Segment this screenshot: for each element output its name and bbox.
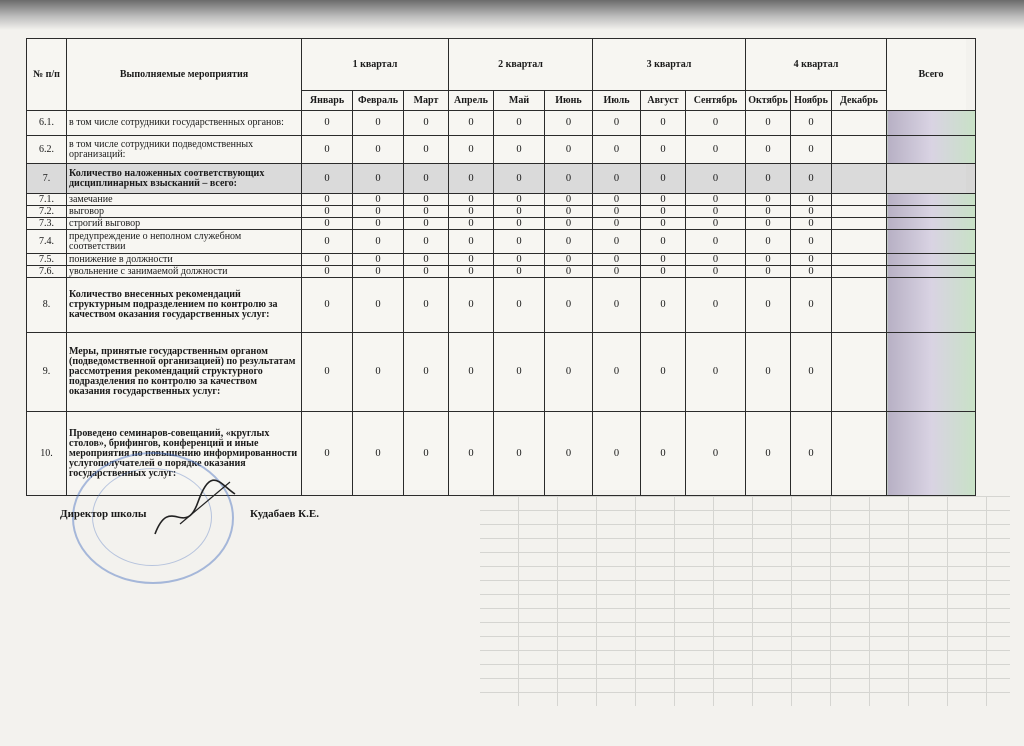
total-cell <box>887 333 976 412</box>
month-value: 0 <box>404 111 449 136</box>
month-value: 0 <box>353 230 404 254</box>
table-row <box>27 218 976 230</box>
month-value <box>832 206 887 218</box>
header-quarter-4: 4 квартал <box>746 39 887 91</box>
month-value: 0 <box>404 164 449 194</box>
month-value: 0 <box>791 266 832 278</box>
month-value: 0 <box>494 218 545 230</box>
month-value: 0 <box>791 164 832 194</box>
month-value: 0 <box>494 254 545 266</box>
month-value: 0 <box>791 111 832 136</box>
month-value: 0 <box>494 164 545 194</box>
month-value: 0 <box>545 230 593 254</box>
month-value: 0 <box>593 164 641 194</box>
signature <box>150 474 240 544</box>
month-value <box>832 218 887 230</box>
month-value: 0 <box>791 254 832 266</box>
total-cell <box>887 278 976 333</box>
row-label: в том числе сотрудники государственных органов: <box>67 111 302 136</box>
month-value <box>832 136 887 164</box>
total-cell <box>887 164 976 194</box>
month-value: 0 <box>593 194 641 206</box>
row-number: 7.3. <box>27 218 67 230</box>
month-value: 0 <box>746 254 791 266</box>
month-value: 0 <box>746 218 791 230</box>
month-value: 0 <box>686 333 746 412</box>
month-value: 0 <box>302 254 353 266</box>
total-cell <box>887 194 976 206</box>
row-number: 10. <box>27 412 67 496</box>
month-value: 0 <box>449 206 494 218</box>
month-value: 0 <box>302 111 353 136</box>
total-cell <box>887 136 976 164</box>
month-value: 0 <box>641 136 686 164</box>
month-value <box>832 278 887 333</box>
total-cell <box>887 254 976 266</box>
row-number: 7.4. <box>27 230 67 254</box>
table-row <box>27 278 976 333</box>
row-number: 7.5. <box>27 254 67 266</box>
month-value: 0 <box>641 230 686 254</box>
director-name: Кудабаев К.Е. <box>250 508 319 520</box>
table-row <box>27 333 976 412</box>
month-value: 0 <box>545 254 593 266</box>
month-value: 0 <box>791 412 832 496</box>
report-table <box>26 38 976 496</box>
month-value: 0 <box>404 254 449 266</box>
month-value: 0 <box>593 136 641 164</box>
month-value: 0 <box>791 194 832 206</box>
month-value: 0 <box>404 194 449 206</box>
month-value: 0 <box>353 194 404 206</box>
row-label: Количество наложенных соответствующих дисциплинарных взысканий – всего: <box>67 164 302 194</box>
header-quarter-1: 1 квартал <box>302 39 449 91</box>
month-value: 0 <box>641 333 686 412</box>
director-label: Директор школы <box>60 508 147 520</box>
month-value: 0 <box>746 164 791 194</box>
month-value: 0 <box>746 278 791 333</box>
table-row <box>27 164 976 194</box>
month-value: 0 <box>641 218 686 230</box>
month-value: 0 <box>746 111 791 136</box>
month-value: 0 <box>302 333 353 412</box>
month-value: 0 <box>404 218 449 230</box>
month-value: 0 <box>791 206 832 218</box>
month-value: 0 <box>404 266 449 278</box>
total-cell <box>887 206 976 218</box>
month-value <box>832 333 887 412</box>
month-value: 0 <box>686 230 746 254</box>
month-value: 0 <box>302 164 353 194</box>
month-value: 0 <box>791 278 832 333</box>
month-value: 0 <box>494 266 545 278</box>
header-month: Январь <box>302 91 353 111</box>
header-month: Март <box>404 91 449 111</box>
table-row <box>27 266 976 278</box>
month-value: 0 <box>353 164 404 194</box>
month-value: 0 <box>404 230 449 254</box>
month-value: 0 <box>449 278 494 333</box>
header-month: Июль <box>593 91 641 111</box>
month-value: 0 <box>404 206 449 218</box>
month-value: 0 <box>686 111 746 136</box>
header-month: Ноябрь <box>791 91 832 111</box>
month-value: 0 <box>404 412 449 496</box>
row-number: 8. <box>27 278 67 333</box>
month-value: 0 <box>686 206 746 218</box>
row-label: понижение в должности <box>67 254 302 266</box>
header-num: № п/п <box>27 39 67 111</box>
month-value: 0 <box>404 136 449 164</box>
total-cell <box>887 266 976 278</box>
month-value <box>832 164 887 194</box>
month-value: 0 <box>746 194 791 206</box>
month-value: 0 <box>353 111 404 136</box>
bleed-through-table <box>480 496 1010 706</box>
month-value: 0 <box>449 218 494 230</box>
month-value: 0 <box>593 230 641 254</box>
month-value: 0 <box>641 111 686 136</box>
month-value: 0 <box>641 278 686 333</box>
month-value: 0 <box>746 230 791 254</box>
month-value: 0 <box>686 254 746 266</box>
month-value: 0 <box>791 230 832 254</box>
month-value: 0 <box>791 333 832 412</box>
month-value: 0 <box>686 266 746 278</box>
month-value: 0 <box>593 412 641 496</box>
row-label: замечание <box>67 194 302 206</box>
month-value: 0 <box>353 278 404 333</box>
month-value <box>832 266 887 278</box>
month-value: 0 <box>404 278 449 333</box>
month-value: 0 <box>545 111 593 136</box>
month-value: 0 <box>353 254 404 266</box>
row-number: 6.2. <box>27 136 67 164</box>
month-value: 0 <box>545 278 593 333</box>
month-value: 0 <box>686 164 746 194</box>
row-label: строгий выговор <box>67 218 302 230</box>
month-value: 0 <box>593 333 641 412</box>
month-value: 0 <box>494 194 545 206</box>
month-value: 0 <box>641 412 686 496</box>
month-value: 0 <box>746 412 791 496</box>
table-row <box>27 206 976 218</box>
month-value: 0 <box>449 333 494 412</box>
month-value: 0 <box>641 254 686 266</box>
total-cell <box>887 230 976 254</box>
table-row <box>27 111 976 136</box>
row-number: 7.6. <box>27 266 67 278</box>
total-cell <box>887 218 976 230</box>
month-value: 0 <box>545 136 593 164</box>
month-value: 0 <box>545 164 593 194</box>
month-value: 0 <box>593 218 641 230</box>
month-value: 0 <box>686 218 746 230</box>
row-number: 6.1. <box>27 111 67 136</box>
total-cell <box>887 412 976 496</box>
header-month: Апрель <box>449 91 494 111</box>
header-month: Август <box>641 91 686 111</box>
month-value <box>832 230 887 254</box>
row-label: Проведено семинаров-совещаний, «круглых столов», брифингов, конференций и иные мероприятия по повышению информированности услугополучателей о порядке оказания государственных услуг: <box>67 412 302 496</box>
month-value: 0 <box>545 266 593 278</box>
month-value: 0 <box>302 218 353 230</box>
month-value: 0 <box>593 111 641 136</box>
month-value: 0 <box>494 136 545 164</box>
month-value: 0 <box>791 136 832 164</box>
row-label: Меры, принятые государственным органом (подведомственной организацией) по результатам рассмотрения рекомендаций структурного подразделения по контролю за качеством оказания государственных услуг: <box>67 333 302 412</box>
month-value: 0 <box>641 194 686 206</box>
row-label: увольнение с занимаемой должности <box>67 266 302 278</box>
month-value: 0 <box>302 230 353 254</box>
header-month: Май <box>494 91 545 111</box>
month-value: 0 <box>449 412 494 496</box>
month-value: 0 <box>686 136 746 164</box>
header-month: Июнь <box>545 91 593 111</box>
row-label: предупреждение о неполном служебном соответствии <box>67 230 302 254</box>
month-value: 0 <box>593 278 641 333</box>
month-value: 0 <box>353 412 404 496</box>
row-label: выговор <box>67 206 302 218</box>
month-value: 0 <box>494 278 545 333</box>
month-value: 0 <box>449 254 494 266</box>
month-value: 0 <box>449 194 494 206</box>
month-value: 0 <box>449 111 494 136</box>
header-month: Сентябрь <box>686 91 746 111</box>
header-month: Октябрь <box>746 91 791 111</box>
scan-top-shadow <box>0 0 1024 30</box>
header-quarter-2: 2 квартал <box>449 39 593 91</box>
month-value: 0 <box>353 206 404 218</box>
month-value: 0 <box>449 266 494 278</box>
header-total: Всего <box>887 39 976 111</box>
month-value: 0 <box>593 206 641 218</box>
month-value: 0 <box>545 218 593 230</box>
row-number: 7.1. <box>27 194 67 206</box>
month-value <box>832 194 887 206</box>
month-value: 0 <box>686 194 746 206</box>
month-value: 0 <box>302 412 353 496</box>
month-value: 0 <box>353 333 404 412</box>
month-value: 0 <box>545 412 593 496</box>
row-number: 7. <box>27 164 67 194</box>
month-value: 0 <box>746 136 791 164</box>
month-value: 0 <box>746 333 791 412</box>
month-value: 0 <box>545 333 593 412</box>
table-row <box>27 254 976 266</box>
month-value: 0 <box>302 266 353 278</box>
month-value: 0 <box>641 266 686 278</box>
month-value: 0 <box>494 412 545 496</box>
table-row <box>27 136 976 164</box>
month-value: 0 <box>686 278 746 333</box>
row-label: Количество внесенных рекомендаций структурным подразделением по контролю за качеством оказания государственных услуг: <box>67 278 302 333</box>
month-value: 0 <box>353 266 404 278</box>
month-value: 0 <box>302 194 353 206</box>
month-value: 0 <box>746 206 791 218</box>
month-value: 0 <box>494 333 545 412</box>
row-label: в том числе сотрудники подведомственных организаций: <box>67 136 302 164</box>
month-value: 0 <box>593 254 641 266</box>
month-value: 0 <box>353 218 404 230</box>
month-value: 0 <box>641 164 686 194</box>
month-value: 0 <box>353 136 404 164</box>
total-cell <box>887 111 976 136</box>
month-value: 0 <box>449 164 494 194</box>
header-activity: Выполняемые мероприятия <box>67 39 302 111</box>
table-row <box>27 230 976 254</box>
month-value: 0 <box>641 206 686 218</box>
month-value: 0 <box>302 136 353 164</box>
month-value: 0 <box>746 266 791 278</box>
month-value: 0 <box>593 266 641 278</box>
month-value: 0 <box>302 206 353 218</box>
header-month: Декабрь <box>832 91 887 111</box>
month-value: 0 <box>494 206 545 218</box>
month-value: 0 <box>404 333 449 412</box>
month-value <box>832 412 887 496</box>
month-value: 0 <box>449 136 494 164</box>
row-number: 9. <box>27 333 67 412</box>
month-value <box>832 254 887 266</box>
month-value: 0 <box>686 412 746 496</box>
table-row <box>27 194 976 206</box>
month-value: 0 <box>545 206 593 218</box>
month-value: 0 <box>449 230 494 254</box>
header-quarter-3: 3 квартал <box>593 39 746 91</box>
month-value: 0 <box>302 278 353 333</box>
month-value: 0 <box>545 194 593 206</box>
row-number: 7.2. <box>27 206 67 218</box>
month-value: 0 <box>494 111 545 136</box>
month-value <box>832 111 887 136</box>
month-value: 0 <box>494 230 545 254</box>
month-value: 0 <box>791 218 832 230</box>
header-month: Февраль <box>353 91 404 111</box>
